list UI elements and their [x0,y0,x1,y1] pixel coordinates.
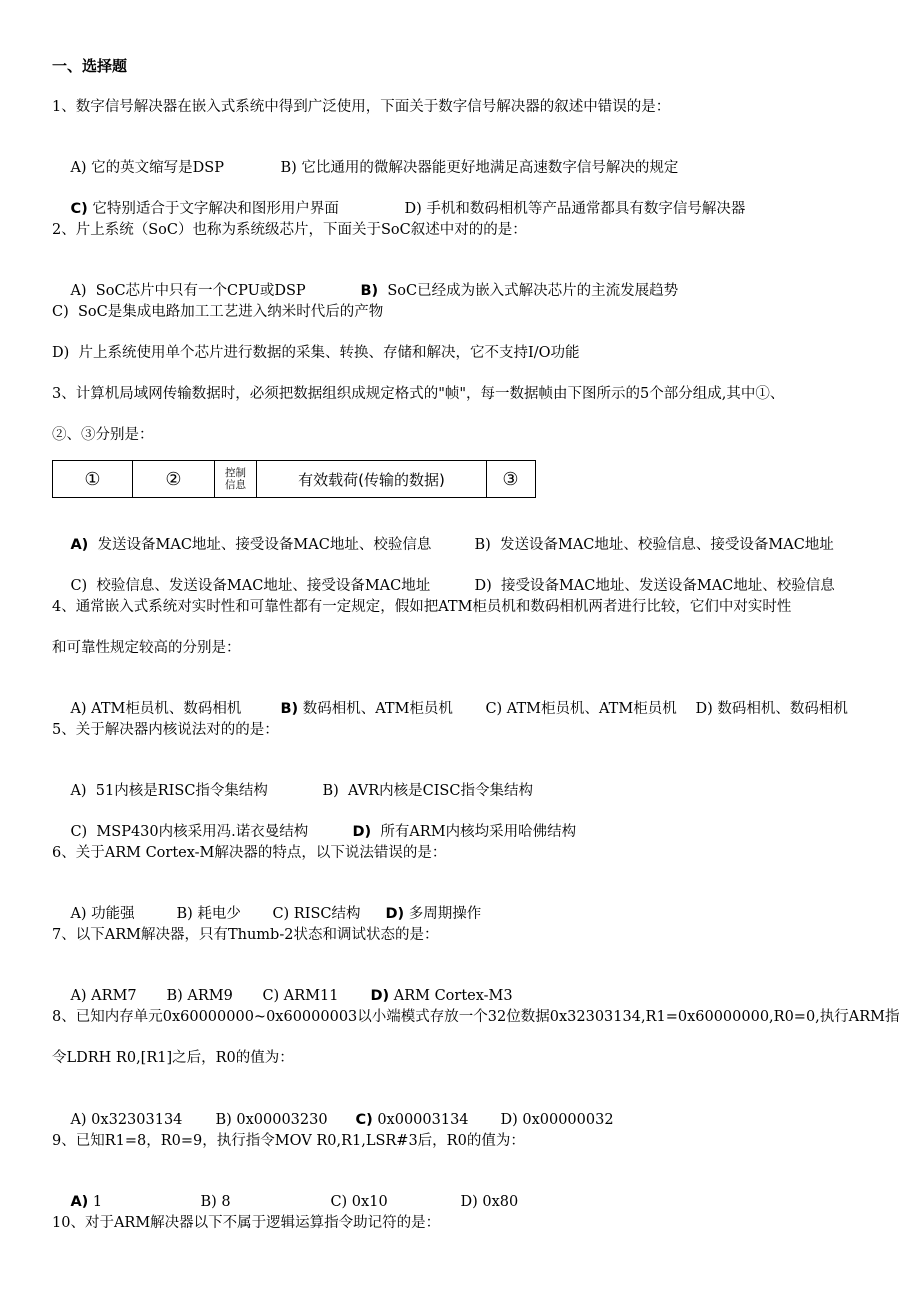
question-1-stem: 1、数字信号解决器在嵌入式系统中得到广泛使用，下面关于数字信号解决器的叙述中错误的是： [52,99,671,115]
question-8-stem-line-2: 令LDRH R0,[R1]之后，R0的值为： [52,1050,294,1066]
option-d: D) 0x00000032 [500,1112,614,1128]
question-10-stem: 10、对于ARM解决器以下不属于逻辑运算指令助记符的是： [52,1215,441,1231]
option-d: D) 接受设备MAC地址、发送设备MAC地址、校验信息 [474,578,835,594]
option-d: D) 数码相机、数码相机 [695,701,848,717]
option-a: A) 它的英文缩写是DSP [70,160,225,176]
frame-field-1: ① [53,461,133,497]
option-a: A) SoC芯片中只有一个CPU或DSP [70,283,306,299]
option-b: B) 数码相机、ATM柜员机 [280,701,453,717]
option-c: C) ATM柜员机、ATM柜员机 [485,701,677,717]
option-a: A) ARM7 [70,988,137,1004]
question-4-stem-line-1: 4、通常嵌入式系统对实时性和可靠性都有一定规定，假如把ATM柜员机和数码相机两者进行比较，它们中对实时性 [52,599,792,615]
frame-field-payload: 有效载荷(传输的数据) [257,461,487,497]
question-2-stem: 2、片上系统（SoC）也称为系统级芯片，下面关于SoC叙述中对的的是： [52,222,527,238]
section-title: 一、选择题 [52,57,128,75]
option-d: D) 多周期操作 [385,906,482,922]
option-b: B) 0x00003230 [215,1112,328,1128]
question-2-option-d: D) 片上系统使用单个芯片进行数据的采集、转换、存储和解决，它不支持I/O功能 [52,345,580,361]
option-a: A) 1 [70,1194,103,1210]
option-b: B) SoC已经成为嵌入式解决芯片的主流发展趋势 [360,283,679,299]
question-8-stem-line-1: 8、已知内存单元0x60000000~0x60000003以小端模式存放一个32位数据0x32303134,R1=0x60000000,R0=0,执行ARM指 [52,1009,900,1025]
question-2-option-c: C) SoC是集成电路加工工艺进入纳米时代后的产物 [52,304,384,320]
option-d: D) 0x80 [460,1194,519,1210]
question-6-stem: 6、关于ARM Cortex-M解决器的特点，以下说法错误的是： [52,845,447,861]
option-a: A) 51内核是RISC指令集结构 [70,783,268,799]
option-a: A) ATM柜员机、数码相机 [70,701,242,717]
option-b: B) 8 [200,1194,231,1210]
option-c: C) 校验信息、发送设备MAC地址、接受设备MAC地址 [70,578,431,594]
frame-field-3: ③ [502,468,519,490]
option-d: D) 手机和数码相机等产品通常都具有数字信号解决器 [404,201,746,217]
option-a: A) 0x32303134 [70,1112,183,1128]
option-b: B) 它比通用的微解决器能更好地满足高速数字信号解决的规定 [280,160,679,176]
option-b: B) AVR内核是CISC指令集结构 [322,783,533,799]
question-5-stem: 5、关于解决器内核说法对的的是： [52,722,279,738]
option-c: C) 0x10 [330,1194,388,1210]
option-c: C) 它特别适合于文字解决和图形用户界面 [70,201,339,217]
option-a: A) 发送设备MAC地址、接受设备MAC地址、校验信息 [70,537,432,553]
option-c: C) MSP430内核采用冯.诺衣曼结构 [70,824,309,840]
option-b: B) 耗电少 [176,906,241,922]
question-7-stem: 7、以下ARM解决器，只有Thumb-2状态和调试状态的是： [52,927,439,943]
question-4-stem-line-2: 和可靠性规定较高的分别是： [52,640,241,656]
frame-field-control-info: 控制 信息 [215,461,257,497]
data-frame-diagram [52,460,536,498]
question-9-stem: 9、已知R1=8，R0=9，执行指令MOV R0,R1,LSR#3后，R0的值为： [52,1133,525,1149]
option-b: B) ARM9 [166,988,233,1004]
question-3-stem-line-2: ②、③分别是： [52,427,154,443]
option-d: D) 所有ARM内核均采用哈佛结构 [352,824,577,840]
option-c: C) ARM11 [262,988,339,1004]
option-c: C) 0x00003134 [355,1112,469,1128]
frame-field-2: ② [133,461,215,497]
option-a: A) 功能强 [70,906,135,922]
question-3-stem-line-1: 3、计算机局域网传输数据时，必须把数据组织成规定格式的"帧"，每一数据帧由下图所示的5个部分组成,其中①、 [52,386,785,402]
option-b: B) 发送设备MAC地址、校验信息、接受设备MAC地址 [474,537,834,553]
option-c: C) RISC结构 [272,906,361,922]
option-d: D) ARM Cortex-M3 [370,988,513,1004]
